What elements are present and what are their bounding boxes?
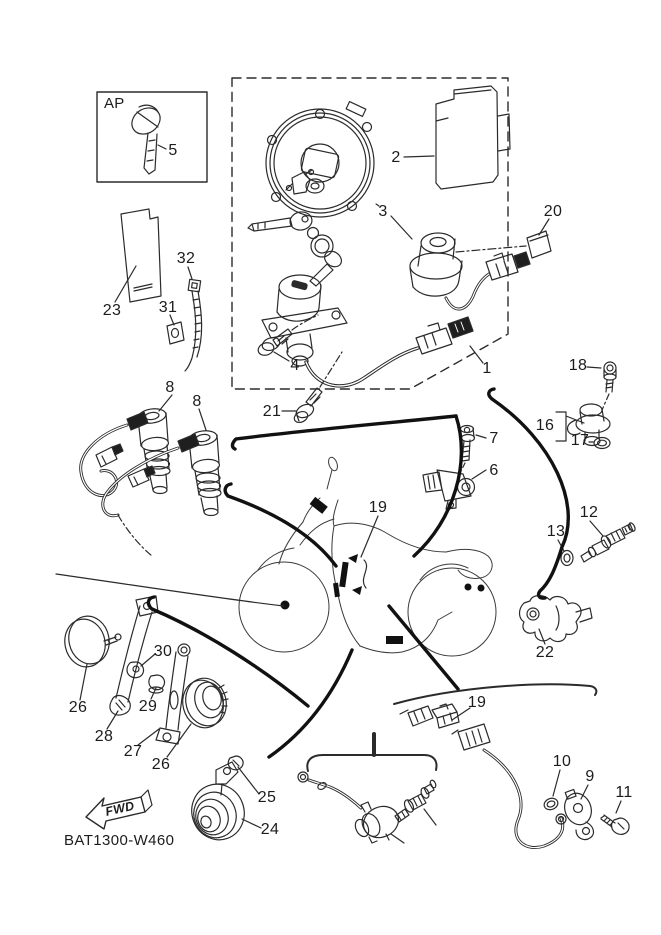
part-label-20: 20 — [543, 203, 563, 220]
harness-19-leader — [361, 516, 378, 588]
leader-sweeps — [148, 389, 568, 757]
sensor-12-group — [558, 521, 636, 566]
part-label-13: 13 — [546, 523, 566, 540]
ignition-coils — [81, 395, 221, 556]
part-label-10: 10 — [552, 753, 572, 770]
part-label-18: 18 — [568, 357, 588, 374]
part-label-26-right: 26 — [151, 756, 171, 773]
part-label-5: 5 — [168, 142, 178, 159]
bracket-plate-23 — [115, 209, 161, 302]
part-label-19-harness: 19 — [467, 694, 487, 711]
seat-lock-and-keys — [248, 170, 344, 287]
key-code-plate — [527, 219, 551, 258]
oil-switch-group — [298, 772, 437, 843]
part-label-30: 30 — [153, 643, 173, 660]
part-label-8-a: 8 — [165, 379, 175, 396]
part-label-4: 4 — [290, 357, 300, 374]
part-label-22: 22 — [535, 644, 555, 661]
immobilizer-unit — [404, 86, 510, 189]
clamp-22 — [520, 596, 593, 644]
part-label-19-bike: 19 — [368, 499, 388, 516]
part-label-25: 25 — [257, 789, 277, 806]
crank-sensor-group — [400, 704, 629, 848]
part-label-7: 7 — [489, 430, 499, 447]
part-label-24: 24 — [260, 821, 280, 838]
horn-mount-group — [60, 596, 231, 757]
part-label-6: 6 — [489, 462, 499, 479]
kit-box-border — [232, 78, 508, 389]
cable-tie-32 — [185, 267, 202, 371]
clip-31 — [167, 315, 184, 344]
part-label-3: 3 — [378, 203, 388, 220]
part-label-23: 23 — [102, 302, 122, 319]
part-label-1: 1 — [482, 360, 492, 377]
steering-lock — [391, 216, 530, 309]
part-label-28: 28 — [94, 728, 114, 745]
part-label-2: 2 — [391, 149, 401, 166]
part-label-21: 21 — [262, 403, 282, 420]
part-label-26-left: 26 — [68, 699, 88, 716]
fwd-arrow-label: FWD — [104, 798, 136, 819]
part-label-8-b: 8 — [192, 393, 202, 410]
part-label-16: 16 — [535, 417, 555, 434]
part-label-27: 27 — [123, 743, 143, 760]
part-label-29: 29 — [138, 698, 158, 715]
part-label-17: 17 — [570, 432, 590, 449]
horn-24-group — [184, 756, 261, 847]
part-label-32: 32 — [176, 250, 196, 267]
diagram-code: BAT1300-W460 — [64, 832, 175, 849]
part-label-11: 11 — [615, 784, 633, 801]
part-label-31: 31 — [158, 299, 178, 316]
fuel-cap — [266, 102, 374, 217]
part-label-12: 12 — [579, 504, 599, 521]
ap-panel-label: AP — [104, 95, 125, 112]
part-label-9: 9 — [585, 768, 595, 785]
